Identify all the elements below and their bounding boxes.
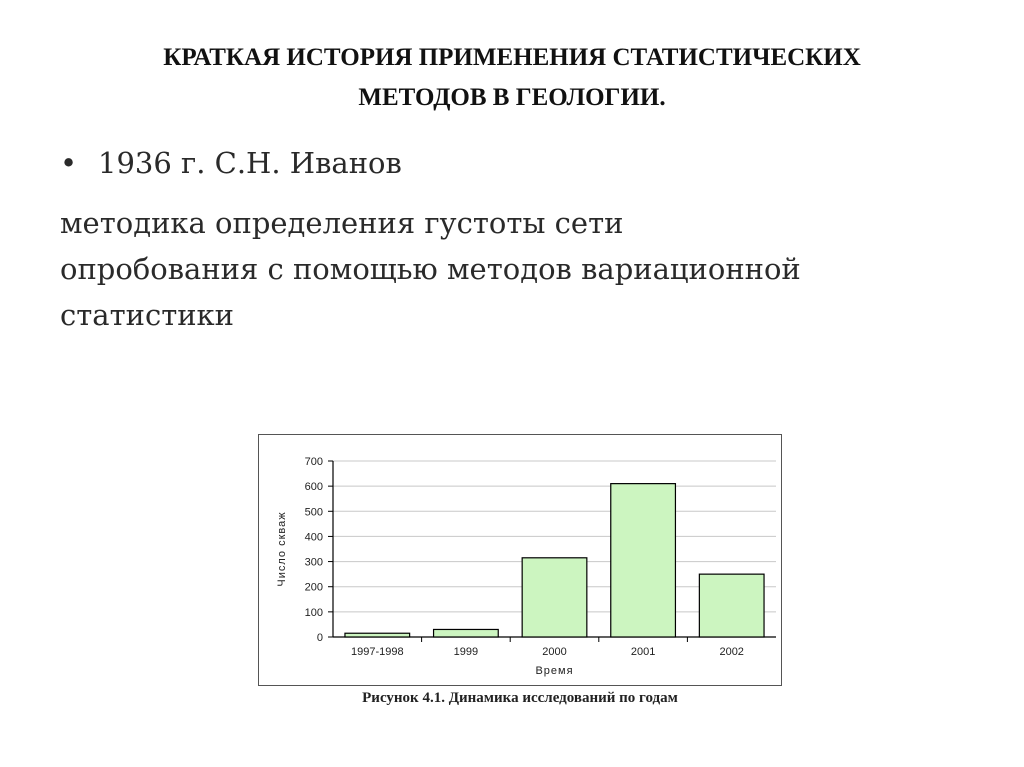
y-axis-title: Число скваж	[276, 511, 288, 587]
title-line-1: КРАТКАЯ ИСТОРИЯ ПРИМЕНЕНИЯ СТАТИСТИЧЕСКИХ	[163, 44, 861, 71]
figure-caption: Рисунок 4.1. Динамика исследований по годам	[362, 690, 678, 706]
bar	[699, 574, 764, 637]
x-tick-label: 2000	[542, 646, 567, 658]
y-tick-label: 500	[304, 506, 323, 519]
slide-title	[40, 38, 984, 118]
x-tick-label: 2002	[719, 646, 744, 658]
bar	[611, 484, 676, 637]
y-tick-label: 100	[304, 606, 323, 619]
x-tick-label: 2001	[630, 646, 656, 658]
y-tick-label: 700	[304, 456, 323, 468]
y-tick-label: 400	[304, 531, 323, 544]
title-line-2: МЕТОДОВ В ГЕОЛОГИИ.	[358, 84, 666, 111]
body-line-1: методика определения густоты сети	[60, 206, 624, 240]
x-tick-label: 1999	[453, 646, 479, 658]
bar	[434, 629, 499, 637]
x-tick-label: 1997-1998	[350, 646, 404, 658]
y-tick-label: 600	[304, 481, 323, 494]
y-tick-label: 200	[304, 581, 323, 594]
bullet-symbol: •	[60, 146, 78, 180]
bar	[345, 633, 410, 637]
bullet-text: 1936 г. С.Н. Иванов	[98, 146, 402, 180]
body-line-2: опробования с помощью методов вариационной	[60, 252, 801, 286]
body-text	[60, 200, 980, 338]
body-line-3: статистики	[60, 298, 235, 332]
bar-chart	[259, 435, 780, 684]
bar	[522, 558, 587, 637]
y-tick-label: 300	[304, 556, 323, 569]
bullet-item	[60, 146, 402, 180]
y-tick-label: 0	[316, 632, 323, 644]
x-axis-title: Время	[535, 665, 574, 677]
chart-figure	[258, 434, 782, 686]
